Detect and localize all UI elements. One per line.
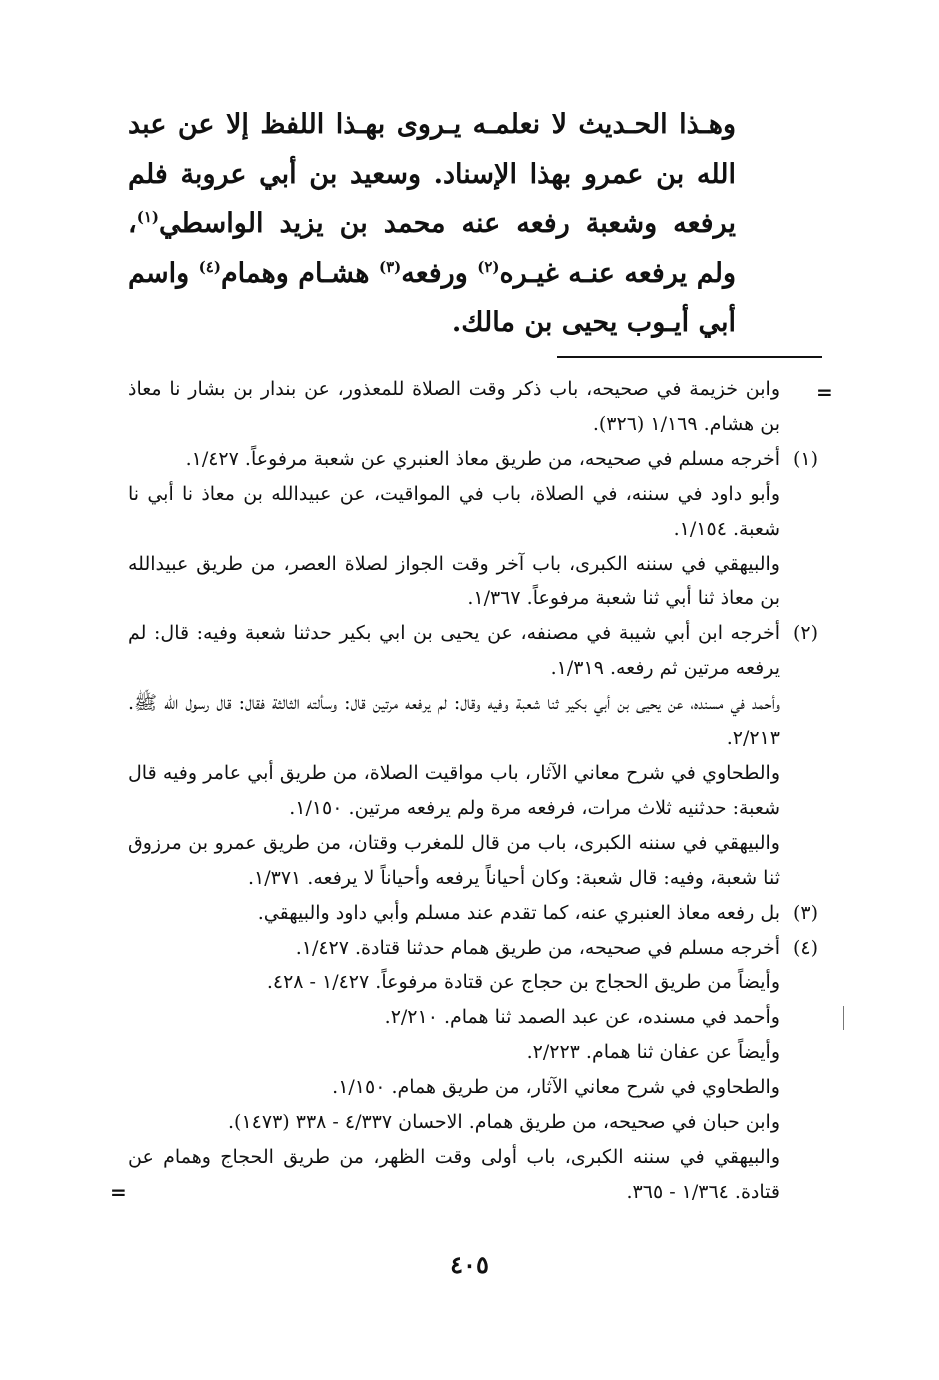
main-text-part: ورفعه xyxy=(401,257,478,289)
page-number: ٤٠٥ xyxy=(450,1250,489,1279)
main-text-part: وهـذا الحـديث لا نعلمـه يـروى بهـذا اللفظ إلا عن عبد الله بن عمرو بهذا الإسناد. وسعيد بن أبي عروبة فلم يرفعه وشعبة رفعه عنه محمد بن يزيد الواسطي xyxy=(128,109,736,239)
footnote-ref: (٣) xyxy=(378,257,402,276)
footnote-3 xyxy=(128,896,818,931)
footnote-line: وأيضاً من طريق الحجاج بن حجاج عن قتادة مرفوعاً. ١/٤٢٧ - ٤٢٨. xyxy=(266,971,780,994)
footnote-line: وابن خزيمة في صحيحه، باب ذكر وقت الصلاة للمعذور، عن بندار بن بشار نا معاذ بن هشام. ١/١٦٩ (٣٢٦). xyxy=(128,378,780,435)
footnote-line: وأحمد في مسنده، عن عبد الصمد ثنا همام. ٢/٢١٠. xyxy=(384,1006,780,1029)
footnote-separator xyxy=(557,356,822,358)
footnote-line: وأبو داود في سننه، في الصلاة، باب في المواقيت، عن عبيدالله بن معاذ نا أبي نا شعبة. ١/١٥٤. xyxy=(128,482,780,540)
footnote-line: بل رفعه معاذ العنبري عنه، كما تقدم عند مسلم وأبي داود والبيهقي. xyxy=(257,901,780,924)
footnote-line: والبيهقي في سننه الكبرى، باب أولى وقت الظهر، من طريق الحجاج وهمام عن قتادة. ١/٣٦٤ - ٣٦٥. xyxy=(128,1145,780,1203)
footnote-ref: (٤) xyxy=(198,257,221,276)
footnote-number: (١) xyxy=(792,447,818,470)
footnote-ref: (١) xyxy=(136,208,159,226)
footnote-1 xyxy=(128,442,818,617)
footnote-number: (٣) xyxy=(792,901,818,924)
footnotes xyxy=(128,372,818,1210)
footnote-continued xyxy=(128,372,818,442)
margin-mark xyxy=(843,1006,844,1030)
main-paragraph xyxy=(128,100,736,348)
footnote-line: أخرجه ابن أبي شيبة في مصنفه، عن يحيى بن ابي بكير حدثنا شعبة وفيه: قال: لم يرفعه مرتين ثم رفعه. ١/٣١٩. xyxy=(128,622,780,680)
footnote-number: (٢) xyxy=(792,622,818,645)
footnote-line: والبيهقي في سننه الكبرى، باب آخر وقت الجواز لصلاة العصر، من طريق عبيدالله بن معاذ ثنا أبي ثنا شعبة مرفوعاً. ١/٣٦٧. xyxy=(128,552,780,610)
footnote-line: والبيهقي في سننه الكبرى، باب من قال للمغرب وقتان، من طريق عمرو بن مرزوق ثنا شعبة، وفيه: قال شعبة: وكان أحياناً يرفعه وأحياناً لا يرفعه. ١/٣٧١. xyxy=(128,831,780,889)
continuation-mark-end: = xyxy=(110,1180,127,1204)
footnote-line: وأيضاً عن عفان ثنا همام. ٢/٢٢٣. xyxy=(526,1041,780,1064)
footnote-2 xyxy=(128,616,818,895)
main-text-part: هشـام وهمام xyxy=(220,257,379,289)
continuation-mark: = xyxy=(816,380,833,404)
footnote-ref: (٢) xyxy=(477,257,500,276)
main-text-part: واسم أبي أيـوب يحيى بن مالك. xyxy=(128,257,736,338)
footnote-line: والطحاوي في شرح معاني الآثار، باب مواقيت الصلاة، من طريق أبي عامر وفيه قال شعبة: حدثنيه ثلاث مرات، فرفعه مرة ولم يرفعه مرتين. ١/١٥٠. xyxy=(128,761,780,819)
footnote-line: وابن حبان في صحيحه، من طريق همام. الاحسان ٤/٣٣٧ - ٣٣٨ (١٤٧٣). xyxy=(228,1111,780,1134)
main-text-part: ، ولم يرفعه عنـه غيـره xyxy=(128,208,736,289)
main-text xyxy=(128,100,736,348)
footnote-line: أخرجه مسلم في صحيحه، من طريق همام حدثنا قتادة. ١/٤٢٧. xyxy=(295,936,780,959)
footnote-line: أخرجه مسلم في صحيحه، من طريق معاذ العنبري عن شعبة مرفوعاً. ١/٤٢٧. xyxy=(185,447,780,470)
footnote-line: والطحاوي في شرح معاني الآثار، من طريق همام. ١/١٥٠. xyxy=(332,1076,780,1099)
footnote-line: وأحمد في مسنده، عن يحيى بن أبي بكير ثنا شعبة وفيه وقال: لم يرفعه مرتين قال: وسألته الثالثة فقال: قال رسول الله ﷺ. ٢/٢١٣. xyxy=(128,692,780,750)
footnote-number: (٤) xyxy=(792,936,818,959)
footnote-4 xyxy=(128,931,818,1210)
